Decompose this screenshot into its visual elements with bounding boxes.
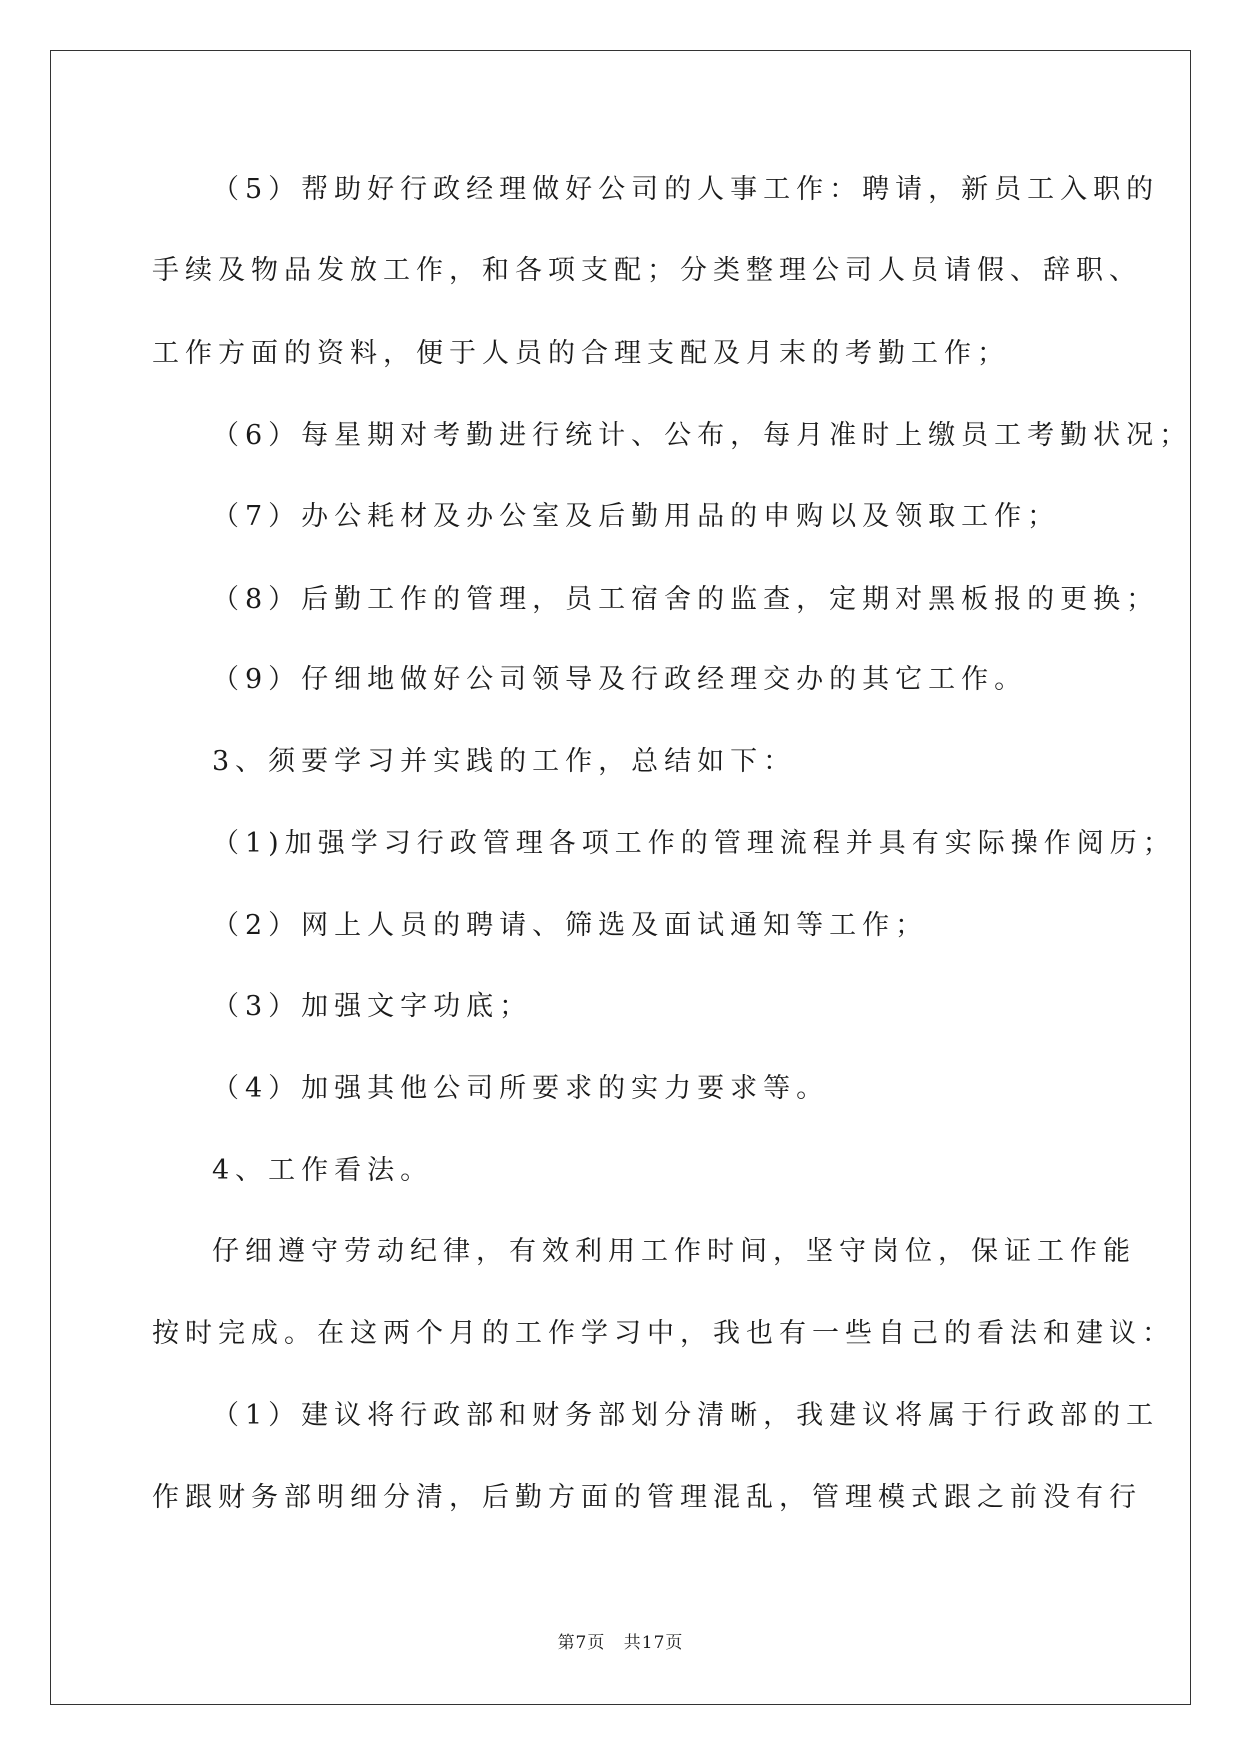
paragraph-line: （5）帮助好行政经理做好公司的人事工作：聘请，新员工入职的 [212, 174, 1160, 205]
paragraph-line: 手续及物品发放工作，和各项支配；分类整理公司人员请假、辞职、 [152, 255, 1142, 286]
paragraph-line: 工作方面的资料，便于人员的合理支配及月末的考勤工作； [152, 338, 1010, 369]
paragraph-line: 作跟财务部明细分清，后勤方面的管理混乱，管理模式跟之前没有行 [152, 1482, 1142, 1513]
paragraph-line: 按时完成。在这两个月的工作学习中，我也有一些自己的看法和建议： [152, 1318, 1175, 1349]
paragraph-line: （8）后勤工作的管理，员工宿舍的监查，定期对黑板报的更换； [212, 584, 1160, 615]
section-heading: 4、工作看法。 [212, 1155, 434, 1186]
paragraph-line: 仔细遵守劳动纪律，有效利用工作时间，坚守岗位，保证工作能 [212, 1236, 1136, 1267]
paragraph-line: （6）每星期对考勤进行统计、公布，每月准时上缴员工考勤状况； [212, 420, 1193, 451]
paragraph-line: （2）网上人员的聘请、筛选及面试通知等工作； [212, 910, 929, 941]
paragraph-line: （9）仔细地做好公司领导及行政经理交办的其它工作。 [212, 664, 1028, 695]
section-heading: 3、须要学习并实践的工作，总结如下： [212, 746, 797, 777]
paragraph-line: （1）建议将行政部和财务部划分清晰，我建议将属于行政部的工 [212, 1400, 1160, 1431]
paragraph-line: （4）加强其他公司所要求的实力要求等。 [212, 1073, 830, 1104]
paragraph-line: （1)加强学习行政管理各项工作的管理流程并具有实际操作阅历； [212, 828, 1176, 859]
page-total: 共17页 [623, 1633, 684, 1653]
page-frame [50, 50, 1191, 1705]
page-number: 第7页 [557, 1633, 606, 1653]
paragraph-line: （3）加强文字功底； [212, 991, 533, 1022]
page-footer [0, 1628, 1241, 1653]
paragraph-line: （7）办公耗材及办公室及后勤用品的申购以及领取工作； [212, 501, 1061, 532]
